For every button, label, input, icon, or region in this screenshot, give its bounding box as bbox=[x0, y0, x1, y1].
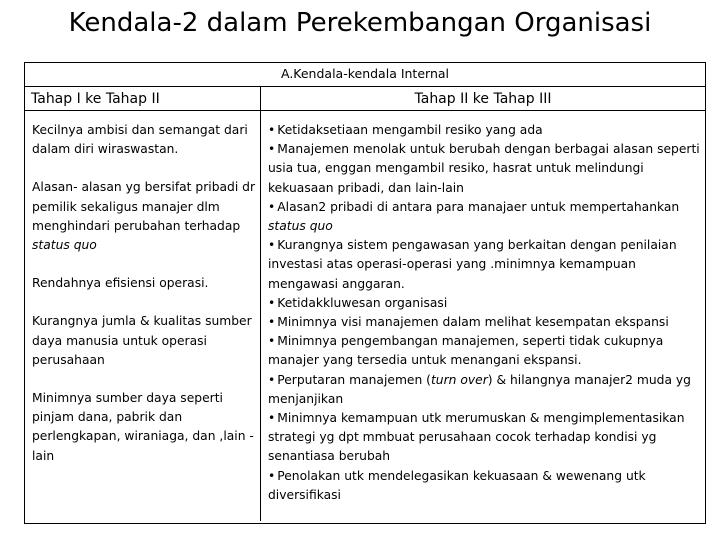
spacer-cell-right bbox=[261, 111, 705, 121]
kendala-table bbox=[24, 62, 706, 524]
list-item: • Minimnya kemampuan utk merumuskan & mengimplementasikan strategi yg dpt mmbuat perusahaan cocok terhadap kondisi yg senantiasa berubah bbox=[268, 409, 705, 467]
right-column-body bbox=[261, 121, 705, 521]
spacer-cell-left bbox=[25, 111, 261, 121]
list-item: • Ketidakkluwesan organisasi bbox=[268, 294, 705, 313]
right-bullet-list bbox=[268, 121, 705, 505]
left-item: Kecilnya ambisi dan semangat dari dalam diri wiraswastan. bbox=[32, 123, 248, 157]
left-item: Kurangnya jumla & kualitas sumber daya manusia untuk operasi perusahaan bbox=[32, 314, 252, 367]
left-item: Alasan- alasan yg bersifat pribadi dr pemilik sekaligus manajer dlm menghindari perubahan terhadap status quo bbox=[32, 180, 256, 253]
list-item: • Minimnya pengembangan manajemen, seperti tidak cukupnya manajer yang tersedia untuk menangani ekspansi. bbox=[268, 332, 705, 370]
list-item: • Manajemen menolak untuk berubah dengan berbagai alasan seperti usia tua, enggan mengambil resiko, hasrat untuk melindungi kekuasaan pribadi, dan lain-lain bbox=[268, 140, 705, 198]
list-item: • Kurangnya sistem pengawasan yang berkaitan dengan penilaian investasi atas operasi-operasi yang .minimnya kemampuan mengawasi anggaran. bbox=[268, 236, 705, 294]
section-header: A.Kendala-kendala Internal bbox=[25, 63, 705, 87]
list-item: • Ketidaksetiaan mengambil resiko yang ada bbox=[268, 121, 705, 140]
column-header-left: Tahap I ke Tahap II bbox=[25, 87, 261, 111]
left-column-body bbox=[25, 121, 261, 521]
list-item: • Minimnya visi manajemen dalam melihat kesempatan ekspansi bbox=[268, 313, 705, 332]
list-item: • Penolakan utk mendelegasikan kekuasaan & wewenang utk diversifikasi bbox=[268, 467, 705, 505]
left-item: Rendahnya efisiensi operasi. bbox=[32, 276, 209, 291]
list-item: • Alasan2 pribadi di antara para manajaer untuk mempertahankan status quo bbox=[268, 198, 705, 236]
list-item: • Perputaran manajemen (turn over) & hilangnya manajer2 muda yg menjanjikan bbox=[268, 371, 705, 409]
column-header-right: Tahap II ke Tahap III bbox=[261, 87, 705, 111]
page-title: Kendala-2 dalam Perekembangan Organisasi bbox=[68, 8, 652, 38]
left-item: Minimnya sumber daya seperti pinjam dana, pabrik dan perlengkapan, wiraniaga, dan ,lain -lain bbox=[32, 391, 254, 463]
